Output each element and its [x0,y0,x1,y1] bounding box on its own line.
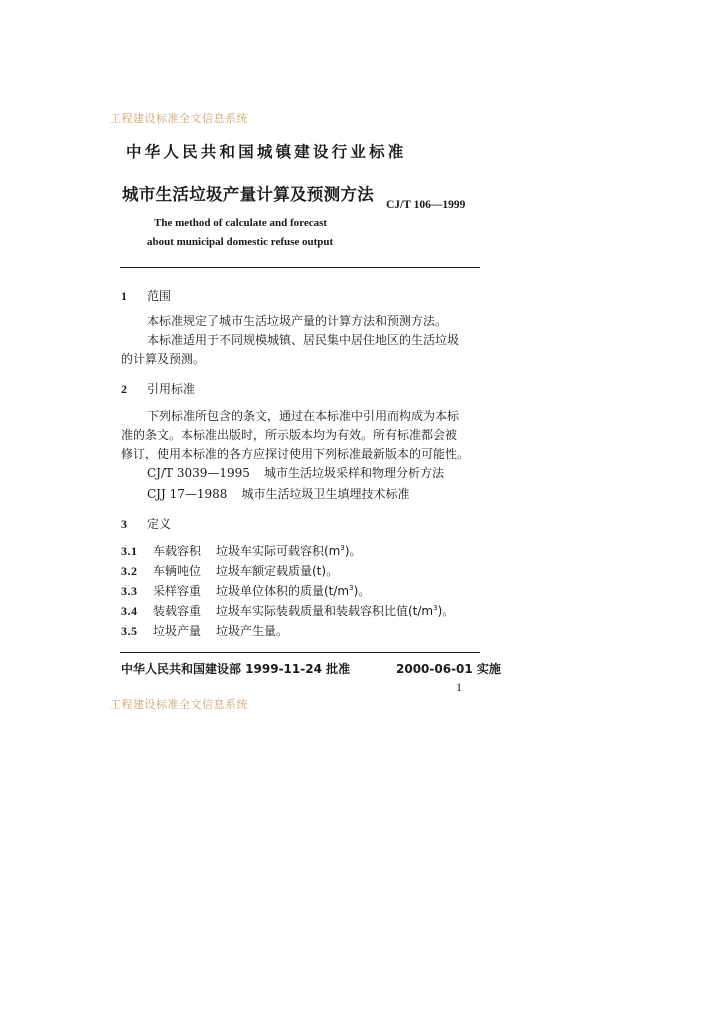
english-title-line-2: about municipal domestic refuse output [147,236,334,248]
definition-term: 垃圾产量 [153,624,202,638]
section-number: 2 [121,382,127,396]
reference-name: 城市生活垃圾采样和物理分析方法 [263,466,444,480]
definition-text: 垃圾车实际装载质量和装载容积比值(t/m [216,604,434,618]
definition-number: 3.3 [121,584,138,598]
section-3-heading [121,515,171,532]
approval-line: 中华人民共和国建设部 1999-11-24 批准 [121,662,351,676]
definition-tail: )。 [353,584,371,598]
section-2-heading [121,380,195,397]
reference-code: CJ/T 3039—1995 [147,466,250,480]
section-1-heading [121,287,171,304]
reference-standard [147,485,409,504]
definition-item [121,582,370,599]
header-rule [120,267,480,268]
implementation-date: 2000-06-01 实施 [396,662,501,676]
definition-item [121,542,362,559]
definition-number: 3.5 [121,624,138,638]
standard-code: CJ/T 106—1999 [386,199,466,211]
page-number: 1 [456,680,462,694]
definition-term: 装载容重 [153,604,202,618]
reference-code: CJJ 17—1988 [147,487,228,501]
paragraph-line: 的计算及预测。 [121,352,206,366]
document-title: 城市生活垃圾产量计算及预测方法 [122,185,374,204]
definition-text: 垃圾车实际可载容积(m [216,544,341,558]
definition-term: 车载容积 [153,544,202,558]
superscript: 3 [433,604,438,612]
superscript: 3 [340,544,345,552]
section-title: 范围 [147,289,172,303]
paragraph-line: 准的条文。本标准出版时，所示版本均为有效。所有标准都会被 [121,428,458,442]
footer-rule [120,652,480,653]
reference-standard [147,464,444,483]
paragraph-line: 本标准适用于不同规模城镇、居民集中居住地区的生活垃圾 [147,333,460,347]
section-number: 1 [121,289,127,303]
definition-tail: )。 [437,604,455,618]
paragraph-line: 修订，使用本标准的各方应探讨使用下列标准最新版本的可能性。 [121,447,470,461]
watermark-bottom: 工程建设标准全文信息系统 [110,698,248,711]
definition-item [121,562,338,579]
definition-text: 垃圾产生量。 [216,624,289,638]
definition-item [121,622,288,639]
paragraph-line: 本标准规定了城市生活垃圾产量的计算方法和预测方法。 [147,314,448,328]
definition-number: 3.1 [121,544,138,558]
superscript: 3 [349,584,354,592]
section-title: 定义 [147,517,172,531]
watermark-top: 工程建设标准全文信息系统 [110,112,248,125]
definition-item [121,602,454,619]
definition-text: 垃圾车额定载质量(t)。 [216,564,339,578]
definition-tail: )。 [344,544,362,558]
section-title: 引用标准 [147,382,196,396]
definition-number: 3.2 [121,564,138,578]
standard-category: 中华人民共和国城镇建设行业标准 [126,143,407,161]
definition-term: 车辆吨位 [153,564,202,578]
section-number: 3 [121,517,127,531]
definition-term: 采样容重 [153,584,202,598]
definition-number: 3.4 [121,604,138,618]
reference-name: 城市生活垃圾卫生填埋技术标准 [241,487,410,501]
definition-text: 垃圾单位体积的质量(t/m [216,584,350,598]
paragraph-line: 下列标准所包含的条文，通过在本标准中引用而构成为本标 [147,409,460,423]
english-title-line-1: The method of calculate and forecast [154,217,328,229]
